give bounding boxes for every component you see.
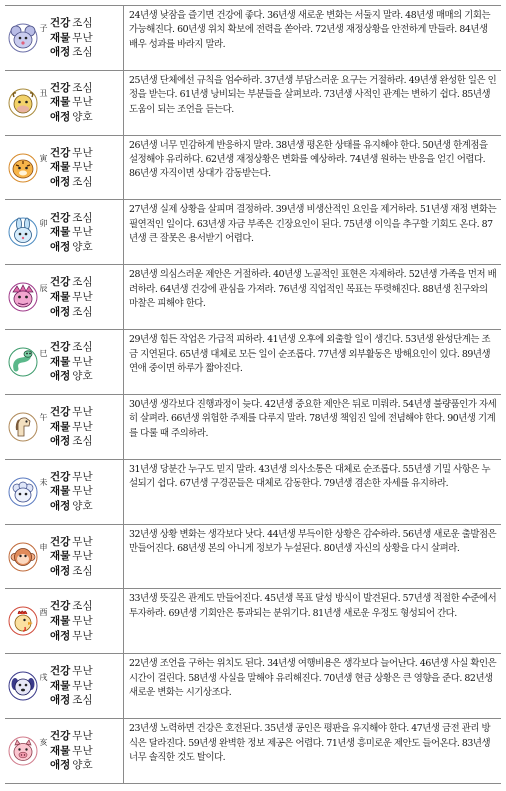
fortune-text: 26년생 너무 민감하게 반응하지 말라. 38년생 평온한 상태를 유지해야 한다. 50년생 한계점을 설정해야 유리하다. 62년생 재정상황은 변화를 예상하라. 74년생 원하는 반응을 얻긴 어렵다. 86년생 자직이면 상대가 감동받는다. xyxy=(129,139,488,180)
zodiac-hanja: 巳 xyxy=(39,348,48,358)
wealth-value: 무난 xyxy=(72,226,93,239)
fortune-text: 31년생 당분간 누구도 믿지 말라. 43년생 의사소통은 대체로 순조롭다. 55년생 기밀 사항은 누설되기 쉽다. 67년생 구경꾼들은 대체로 감동한다. 79년생 겸손한 자세를 유지하라. xyxy=(129,463,491,490)
fortune-summary xyxy=(50,535,93,579)
zodiac-row xyxy=(5,6,501,71)
wealth-line xyxy=(50,744,93,759)
love-line xyxy=(50,369,93,384)
zodiac-info-cell xyxy=(5,136,124,200)
health-label: 건강 xyxy=(50,405,71,418)
love-line xyxy=(50,564,93,579)
fortune-summary xyxy=(50,81,93,125)
zodiac-info-cell xyxy=(5,6,124,70)
rat-icon xyxy=(8,23,38,53)
love-line xyxy=(50,434,93,449)
wealth-label: 재물 xyxy=(50,615,71,628)
rooster-icon xyxy=(8,606,38,636)
zodiac-row xyxy=(5,395,501,460)
wealth-label: 재물 xyxy=(50,96,71,109)
wealth-line xyxy=(50,290,93,305)
zodiac-hanja: 午 xyxy=(39,413,48,423)
health-line xyxy=(50,535,93,550)
wealth-value: 무난 xyxy=(72,550,93,563)
health-value: 조심 xyxy=(72,341,93,354)
fortune-summary xyxy=(50,470,93,514)
love-label: 애정 xyxy=(50,759,71,772)
dog-icon xyxy=(8,671,38,701)
health-value: 무난 xyxy=(72,535,93,548)
zodiac-row xyxy=(5,719,501,784)
health-label: 건강 xyxy=(50,600,71,613)
fortune-text: 28년생 의심스러운 제안은 거절하라. 40년생 노골적인 표현은 자제하라. 52년생 가족을 먼저 배려하라. 64년생 건강에 관심을 가져라. 76년생 직업적인 목표는 뚜렷해진다. 88년생 친구와의 마찰은 피해야 한다. xyxy=(129,269,497,310)
zodiac-fortune-table xyxy=(5,5,501,784)
dragon-icon xyxy=(8,282,38,312)
love-label: 애정 xyxy=(50,629,71,642)
zodiac-row xyxy=(5,71,501,136)
fortune-text: 30년생 생각보다 진행과정이 늦다. 42년생 중요한 제안은 뒤로 미뤄라. 54년생 불량품인가 자세히 살펴라. 66년생 위험한 주제를 다루지 말라. 78년생 책임진 일에 전념해야 한다. 90년생 기계를 다룰 때 주의하라. xyxy=(129,398,497,439)
love-line xyxy=(50,629,93,644)
ox-icon xyxy=(8,88,38,118)
love-value: 조심 xyxy=(72,564,93,577)
health-value: 무난 xyxy=(72,470,93,483)
health-value: 조심 xyxy=(72,600,93,613)
love-value: 양호 xyxy=(72,111,93,124)
wealth-value: 무난 xyxy=(72,420,93,433)
wealth-label: 재물 xyxy=(50,355,71,368)
love-line xyxy=(50,175,93,190)
zodiac-info-cell xyxy=(5,71,124,135)
fortune-text: 24년생 낮잠을 즐기면 건강에 좋다. 36년생 새로운 변화는 서둘지 말라. 48년생 매매의 기회는 가능해진다. 60년생 위치 확보에 전력을 쏟아라. 72년생 재정상황을 안전하게 만들라. 84년생 배우 성과를 바라지 말라. xyxy=(129,10,491,50)
wealth-value: 무난 xyxy=(72,355,93,368)
fortune-summary xyxy=(50,599,93,643)
love-label: 애정 xyxy=(50,111,71,124)
health-value: 무난 xyxy=(72,665,93,678)
health-value: 무난 xyxy=(72,405,93,418)
zodiac-info-cell xyxy=(5,719,124,783)
wealth-line xyxy=(50,225,93,240)
zodiac-row xyxy=(5,136,501,201)
wealth-line xyxy=(50,95,93,110)
love-line xyxy=(50,758,93,773)
fortune-text: 22년생 조언을 구하는 위치도 된다. 34년생 여행비용은 생각보다 늘어난다. 46년생 사실 확인은 시간이 걸린다. 58년생 사실을 말해야 유리해진다. 70년생 현금 상황은 큰 영향을 준다. 82년생 새로운 변화는 시기상조다. xyxy=(129,658,497,699)
health-value: 조심 xyxy=(72,81,93,94)
zodiac-row xyxy=(5,654,501,719)
love-value: 양호 xyxy=(72,759,93,772)
wealth-label: 재물 xyxy=(50,550,71,563)
health-line xyxy=(50,405,93,420)
zodiac-row xyxy=(5,525,501,590)
wealth-value: 무난 xyxy=(72,31,93,44)
zodiac-info-cell xyxy=(5,525,124,589)
health-value: 조심 xyxy=(72,276,93,289)
tiger-icon xyxy=(8,153,38,183)
health-label: 건강 xyxy=(50,341,71,354)
fortune-text: 23년생 노력하면 건강은 호전된다. 35년생 공인은 평판을 유지해야 한다. 47년생 금전 관리 방식은 달라진다. 59년생 완벽한 정보 제공은 어렵다. 71년생 흥미로운 제안도 들어온다. 83년생 너무 솔직한 것도 탈이다. xyxy=(129,723,491,763)
zodiac-row xyxy=(5,460,501,525)
wealth-value: 무난 xyxy=(72,744,93,757)
love-value: 무난 xyxy=(72,629,93,642)
health-label: 건강 xyxy=(50,470,71,483)
zodiac-hanja: 卯 xyxy=(39,218,48,228)
zodiac-info-cell xyxy=(5,200,124,264)
fortune-summary xyxy=(50,211,93,255)
health-value: 조심 xyxy=(72,17,93,30)
love-label: 애정 xyxy=(50,46,71,59)
fortune-text: 27년생 실제 상황을 살피며 결정하라. 39년생 비생산적인 요인을 제거하라. 51년생 재정 변화는 필연적인 일이다. 63년생 자금 부족은 긴장요인이 된다. 75년생 이익을 추구할 기회도 온다. 87년생 큰 잘못은 용서받기 어렵다. xyxy=(129,204,497,245)
love-label: 애정 xyxy=(50,694,71,707)
health-line xyxy=(50,340,93,355)
wealth-value: 무난 xyxy=(72,679,93,692)
wealth-line xyxy=(50,679,93,694)
wealth-label: 재물 xyxy=(50,161,71,174)
zodiac-row xyxy=(5,265,501,330)
health-line xyxy=(50,81,93,96)
wealth-value: 무난 xyxy=(72,96,93,109)
sheep-icon xyxy=(8,477,38,507)
health-label: 건강 xyxy=(50,535,71,548)
snake-icon xyxy=(8,347,38,377)
fortune-summary xyxy=(50,405,93,449)
love-label: 애정 xyxy=(50,240,71,253)
love-label: 애정 xyxy=(50,435,71,448)
zodiac-hanja: 申 xyxy=(39,543,48,553)
pig-icon xyxy=(8,736,38,766)
zodiac-hanja: 酉 xyxy=(39,607,48,617)
zodiac-info-cell xyxy=(5,654,124,718)
wealth-line xyxy=(50,160,93,175)
zodiac-hanja: 未 xyxy=(39,478,48,488)
zodiac-info-cell xyxy=(5,460,124,524)
zodiac-hanja: 寅 xyxy=(39,154,48,164)
love-label: 애정 xyxy=(50,370,71,383)
zodiac-row xyxy=(5,200,501,265)
wealth-value: 무난 xyxy=(72,615,93,628)
love-value: 조심 xyxy=(72,175,93,188)
health-label: 건강 xyxy=(50,665,71,678)
love-line xyxy=(50,45,93,60)
wealth-line xyxy=(50,420,93,435)
love-value: 양호 xyxy=(72,240,93,253)
zodiac-info-cell xyxy=(5,330,124,394)
wealth-label: 재물 xyxy=(50,420,71,433)
monkey-icon xyxy=(8,542,38,572)
fortune-summary xyxy=(50,146,93,190)
love-label: 애정 xyxy=(50,500,71,512)
health-label: 건강 xyxy=(50,276,71,289)
love-value: 양호 xyxy=(72,500,93,512)
zodiac-row xyxy=(5,330,501,395)
health-label: 건강 xyxy=(50,211,71,224)
fortune-summary xyxy=(50,664,93,708)
wealth-value: 무난 xyxy=(72,485,93,498)
horse-icon xyxy=(8,412,38,442)
fortune-summary xyxy=(50,16,93,60)
zodiac-info-cell xyxy=(5,589,124,653)
wealth-value: 무난 xyxy=(72,290,93,303)
zodiac-hanja: 戌 xyxy=(39,672,48,682)
wealth-label: 재물 xyxy=(50,226,71,239)
wealth-label: 재물 xyxy=(50,744,71,757)
wealth-line xyxy=(50,549,93,564)
wealth-line xyxy=(50,484,93,499)
rabbit-icon xyxy=(8,217,38,247)
fortune-summary xyxy=(50,340,93,384)
wealth-label: 재물 xyxy=(50,679,71,692)
zodiac-hanja: 亥 xyxy=(39,737,48,747)
wealth-value: 무난 xyxy=(72,161,93,174)
love-value: 조심 xyxy=(72,694,93,707)
fortune-text: 29년생 힘든 작업은 가급적 피하라. 41년생 오후에 외출할 일이 생긴다. 53년생 완성단계는 조금 지연된다. 65년생 대체로 모든 일이 순조롭다. 77년생 외부활동은 방해요인이 있다. 89년생 연애 중이면 하루가 짧아진다. xyxy=(129,334,491,374)
love-value: 양호 xyxy=(72,370,93,383)
health-value: 조심 xyxy=(72,211,93,224)
fortune-text: 25년생 단체에선 규칙을 엄수하라. 37년생 부담스러운 요구는 거절하라. 49년생 완성한 일은 인정을 받는다. 61년생 낭비되는 부분들을 살펴보라. 73년생 사적인 관계는 변하기 쉽다. 85년생 도움이 되는 조언을 듣는다. xyxy=(129,74,497,115)
zodiac-hanja: 子 xyxy=(39,24,48,34)
love-label: 애정 xyxy=(50,175,71,188)
love-value: 조심 xyxy=(72,305,93,318)
wealth-line xyxy=(50,31,93,46)
health-line xyxy=(50,211,93,226)
love-line xyxy=(50,240,93,255)
wealth-label: 재물 xyxy=(50,31,71,44)
love-line xyxy=(50,110,93,125)
health-label: 건강 xyxy=(50,81,71,94)
love-label: 애정 xyxy=(50,564,71,577)
love-line xyxy=(50,499,93,514)
fortune-text: 32년생 상황 변화는 생각보다 낫다. 44년생 부득이한 상황은 감수하라. 56년생 새로운 출발점은 만들어진다. 68년생 본의 아니게 정보가 누설된다. 80년생 자신의 상황을 다시 살펴라. xyxy=(129,528,497,555)
health-label: 건강 xyxy=(50,730,71,743)
health-line xyxy=(50,599,93,614)
health-value: 무난 xyxy=(72,730,93,743)
health-label: 건강 xyxy=(50,146,71,159)
health-value: 무난 xyxy=(72,146,93,159)
wealth-line xyxy=(50,355,93,370)
wealth-line xyxy=(50,614,93,629)
love-value: 조심 xyxy=(72,46,93,59)
health-label: 건강 xyxy=(50,17,71,30)
health-line xyxy=(50,146,93,161)
love-label: 애정 xyxy=(50,305,71,318)
health-line xyxy=(50,470,93,485)
fortune-summary xyxy=(50,275,93,319)
health-line xyxy=(50,729,93,744)
fortune-summary xyxy=(50,729,93,773)
health-line xyxy=(50,664,93,679)
zodiac-hanja: 丑 xyxy=(39,89,48,99)
love-line xyxy=(50,693,93,708)
zodiac-info-cell xyxy=(5,395,124,459)
love-value: 조심 xyxy=(72,435,93,448)
health-line xyxy=(50,275,93,290)
wealth-label: 재물 xyxy=(50,290,71,303)
health-line xyxy=(50,16,93,31)
zodiac-hanja: 辰 xyxy=(39,283,48,293)
wealth-label: 재물 xyxy=(50,485,71,498)
zodiac-row xyxy=(5,589,501,654)
zodiac-info-cell xyxy=(5,265,124,329)
fortune-text: 33년생 뜻깊은 관계도 만들어진다. 45년생 목표 달성 방식이 발견된다. 57년생 적절한 수준에서 투자하라. 69년생 기회안은 통과되는 분위기다. 81년생 새로운 우정도 형성되어 간다. xyxy=(129,593,497,619)
love-line xyxy=(50,305,93,320)
